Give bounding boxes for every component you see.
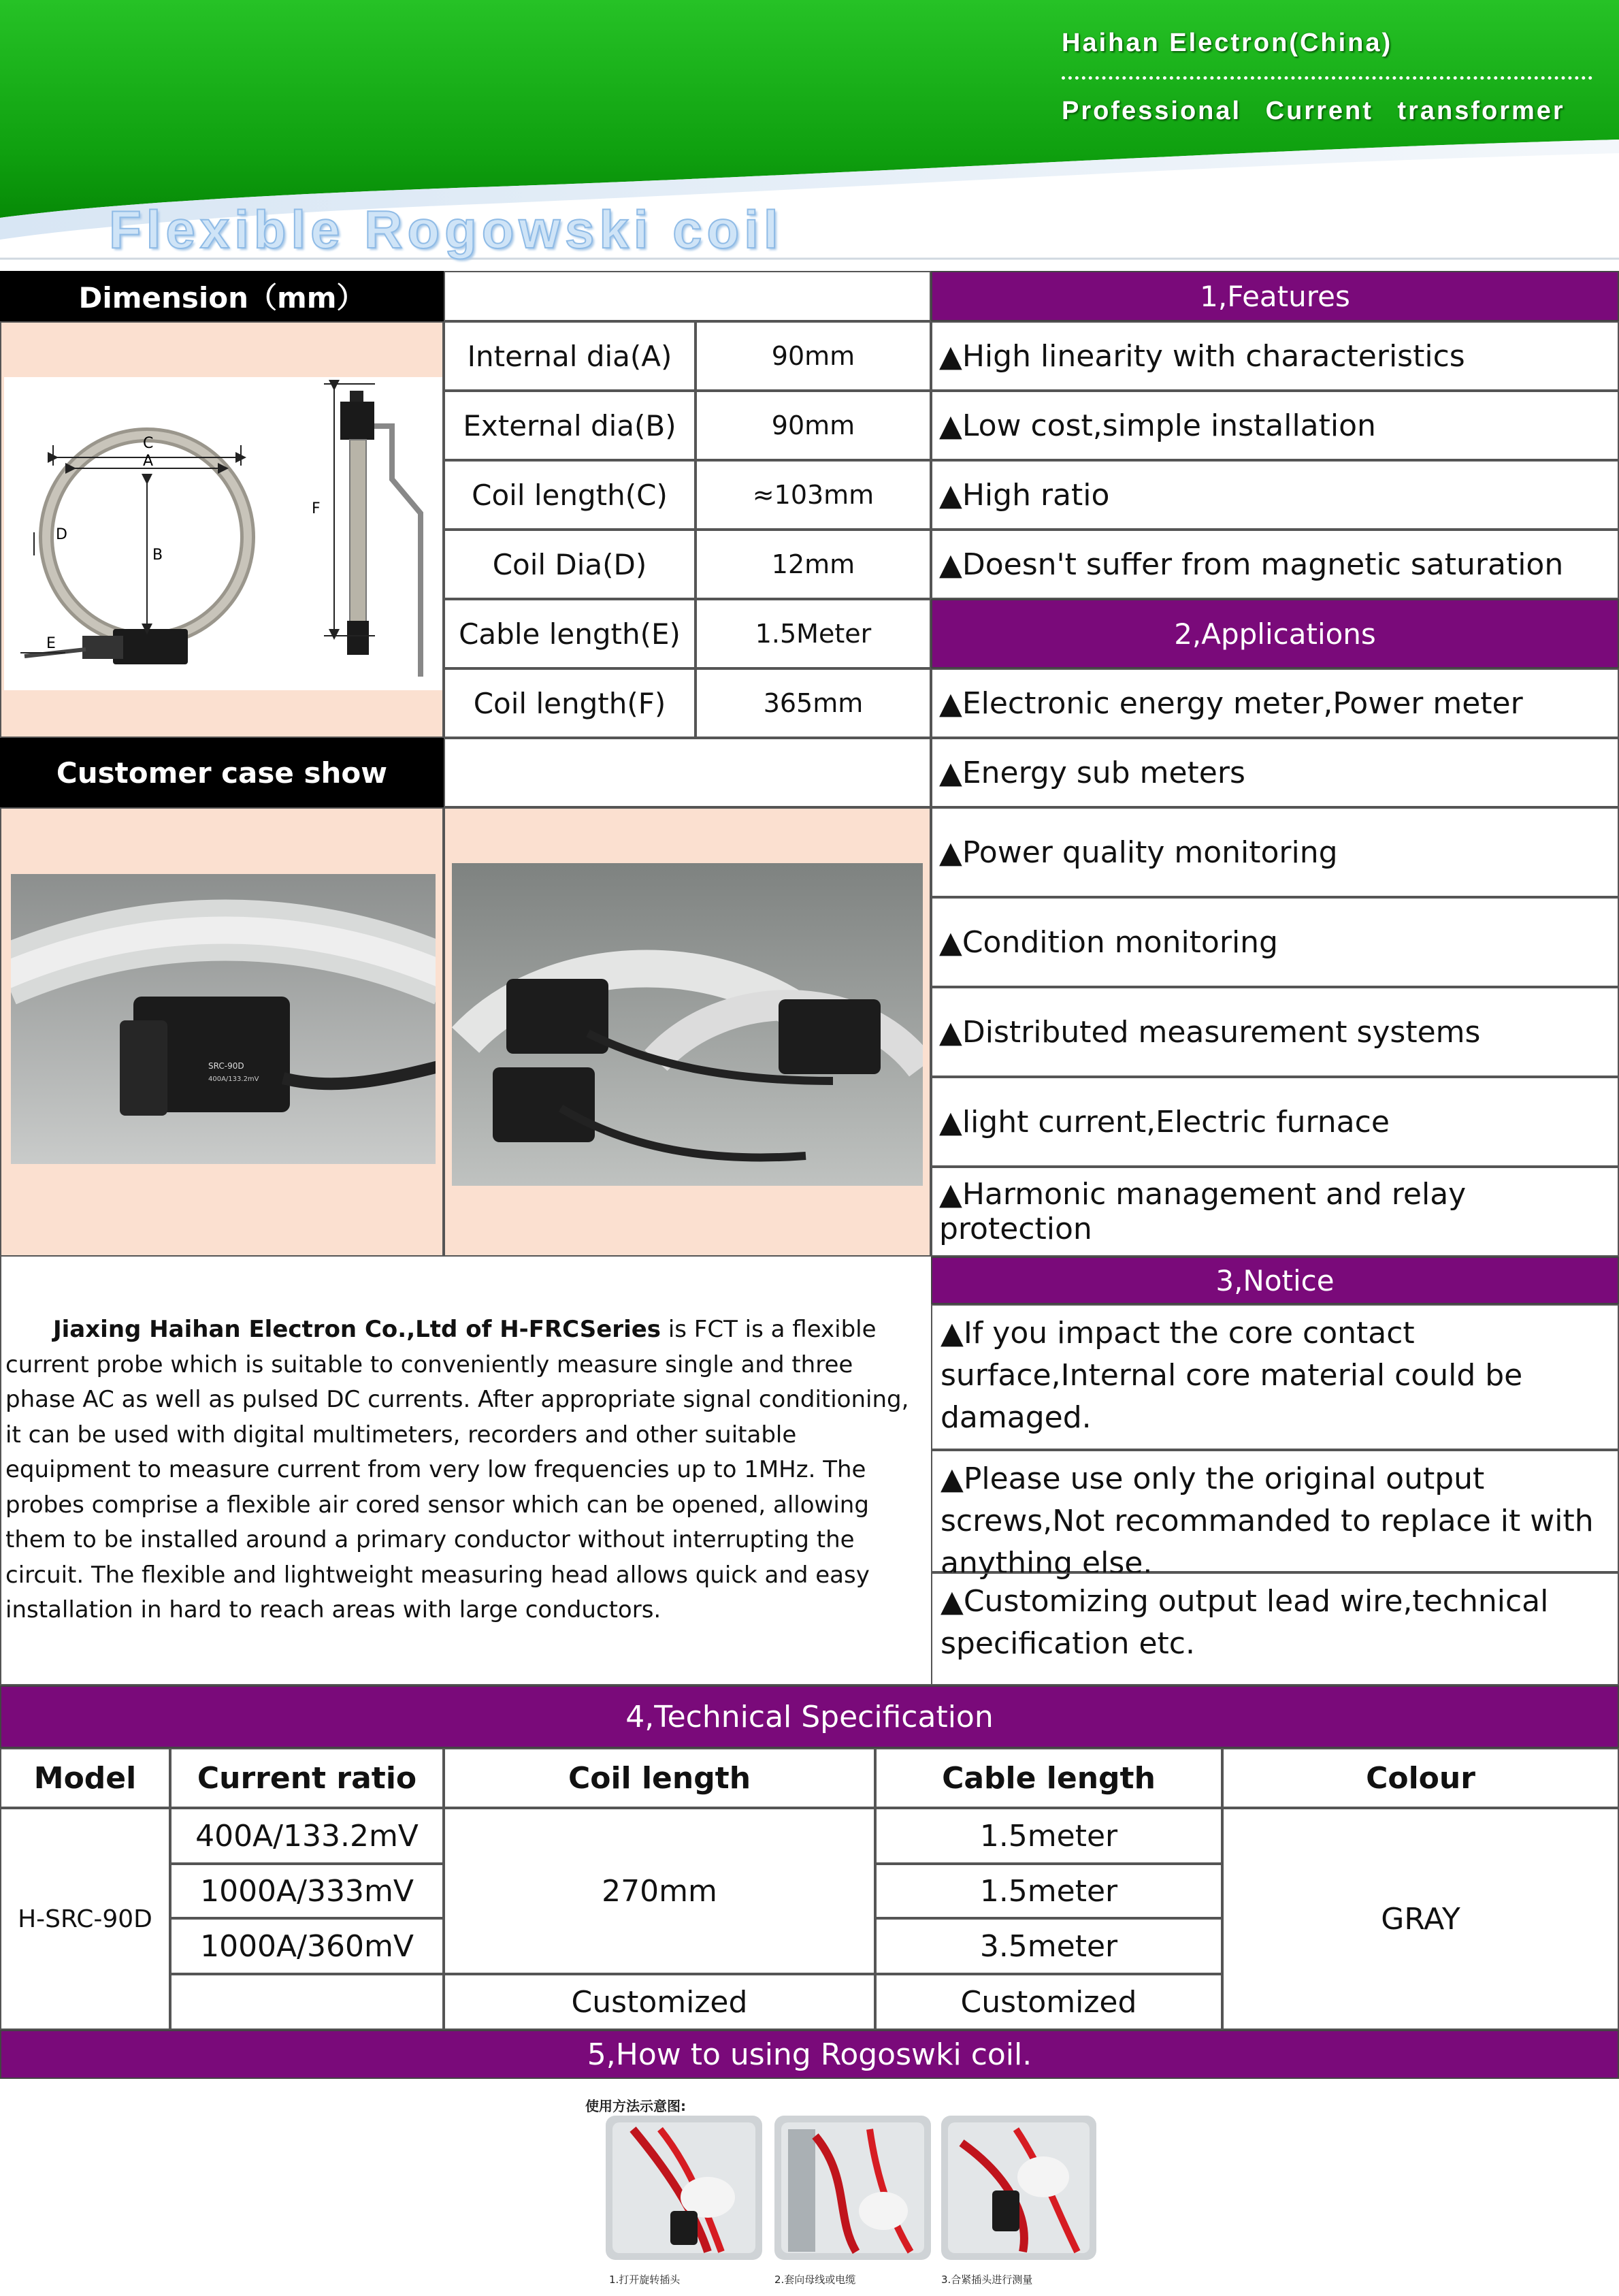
spec-coil-custom: Customized: [444, 1974, 875, 2030]
application-item: ▲Power quality monitoring: [931, 807, 1619, 897]
spec-colour: GRAY: [1222, 1808, 1619, 2030]
notice-item: ▲If you impact the core contact surface,Internal core material could be damaged.: [931, 1304, 1619, 1450]
product-label: SRC-90D: [208, 1061, 244, 1071]
description-text: is FCT is a flexible current probe which is suitable to conveniently measure single and three phase AC as well as pulsed DC currents. After appropriate signal conditioning, it can be used with digital multimeters, recorders and other suitable equipment to measure current from very low frequencies up to 1MHz. The probes comprise a flexible air cored sensor which can be opened, allowing them to be installed around a primary conductor without interrupting the circuit. The flexible and lightweight measuring head allows quick and easy installation in hard to reach areas with large conductors.: [5, 1316, 909, 1623]
spec-cable-length: 1.5meter: [875, 1808, 1222, 1864]
header-divider: [1062, 76, 1592, 80]
application-item: ▲Electronic energy meter,Power meter: [931, 668, 1619, 738]
customer-photo-panel-2: [444, 807, 931, 1257]
coil-dimension-drawing: [4, 377, 442, 690]
product-sublabel: 400A/133.2mV: [208, 1076, 259, 1083]
label-f: F: [312, 500, 321, 517]
application-item: ▲Energy sub meters: [931, 738, 1619, 807]
howto-step-image-2: [774, 2116, 931, 2260]
dimension-row-label: Coil length(F): [444, 668, 696, 738]
spec-ratio: 1000A/333mV: [170, 1864, 444, 1918]
company-tagline: Professional Current transformer: [1062, 97, 1565, 125]
spec-ratio-custom-blank: [170, 1974, 444, 2030]
dimension-drawing-panel: [0, 321, 444, 738]
notice-item: ▲Customizing output lead wire,technical specification etc.: [931, 1572, 1619, 1685]
column-header-ratio: Current ratio: [170, 1748, 444, 1808]
feature-item: ▲High linearity with characteristics: [931, 321, 1619, 391]
howto-step-image-3: [941, 2116, 1096, 2260]
customer-case-heading-blank: [444, 738, 931, 807]
dimension-row-value: 12mm: [696, 530, 931, 599]
application-item: ▲Distributed measurement systems: [931, 987, 1619, 1077]
notice-heading: 3,Notice: [931, 1257, 1619, 1304]
dimension-row-label: External dia(B): [444, 391, 696, 460]
label-b: B: [152, 547, 163, 564]
product-description: [5, 1312, 926, 1628]
page-title: Flexible Rogowski coil: [109, 199, 783, 259]
dimension-row-value: 1.5Meter: [696, 599, 931, 668]
howto-step-caption: 2.套向母线或电缆: [774, 2274, 856, 2286]
howto-step-caption: 3.合紧插头进行测量: [941, 2274, 1033, 2286]
spec-model: H-SRC-90D: [0, 1808, 170, 2030]
dimension-row-label: Coil Dia(D): [444, 530, 696, 599]
customer-photo-panel-1: [0, 807, 444, 1257]
notice-item: ▲Please use only the original output screws,Not recommanded to replace it with anything else.: [931, 1450, 1619, 1572]
spec-cable-length: 1.5meter: [875, 1864, 1222, 1918]
application-item: ▲light current,Electric furnace: [931, 1077, 1619, 1167]
column-header-colour: Colour: [1222, 1748, 1619, 1808]
application-item: ▲Condition monitoring: [931, 897, 1619, 987]
header-banner: [0, 0, 1619, 265]
spec-cable-length: 3.5meter: [875, 1918, 1222, 1974]
spec-ratio: 400A/133.2mV: [170, 1808, 444, 1864]
dimension-row-value: 90mm: [696, 321, 931, 391]
description-company: Jiaxing Haihan Electron Co.,Ltd of H-FRCSeries: [53, 1316, 661, 1343]
dimension-heading: Dimension（mm）: [0, 271, 444, 321]
tech-spec-heading: 4,Technical Specification: [0, 1685, 1619, 1748]
dimension-row-label: Internal dia(A): [444, 321, 696, 391]
spec-ratio: 1000A/360mV: [170, 1918, 444, 1974]
customer-photo-1: [11, 874, 436, 1164]
features-heading: 1,Features: [931, 271, 1619, 321]
howto-heading: 5,How to using Rogoswki coil.: [0, 2030, 1619, 2079]
dimension-row-value: ≈103mm: [696, 460, 931, 530]
label-e: E: [46, 635, 56, 652]
howto-step-image-1: [606, 2116, 762, 2260]
dimension-row-value: 365mm: [696, 668, 931, 738]
dimension-row-label: Cable length(E): [444, 599, 696, 668]
howto-step-caption: 1.打开旋转插头: [609, 2274, 681, 2286]
customer-case-heading: Customer case show: [0, 738, 444, 807]
dimension-row-value: 90mm: [696, 391, 931, 460]
dimension-heading-blank: [444, 271, 931, 321]
column-header-cable-length: Cable length: [875, 1748, 1222, 1808]
application-item: ▲Harmonic management and relay protection: [931, 1167, 1619, 1257]
company-name: Haihan Electron(China): [1062, 29, 1393, 57]
howto-caption: 使用方法示意图:: [585, 2098, 686, 2114]
column-header-model: Model: [0, 1748, 170, 1808]
column-header-coil-length: Coil length: [444, 1748, 875, 1808]
label-c: C: [143, 435, 154, 452]
feature-item: ▲Low cost,simple installation: [931, 391, 1619, 460]
dimension-row-label: Coil length(C): [444, 460, 696, 530]
spec-coil-length: 270mm: [444, 1808, 875, 1974]
customer-photo-2: [452, 863, 923, 1186]
applications-heading: 2,Applications: [931, 599, 1619, 668]
feature-item: ▲Doesn't suffer from magnetic saturation: [931, 530, 1619, 599]
label-d: D: [56, 526, 67, 543]
feature-item: ▲High ratio: [931, 460, 1619, 530]
label-a: A: [143, 453, 154, 470]
spec-cable-custom: Customized: [875, 1974, 1222, 2030]
